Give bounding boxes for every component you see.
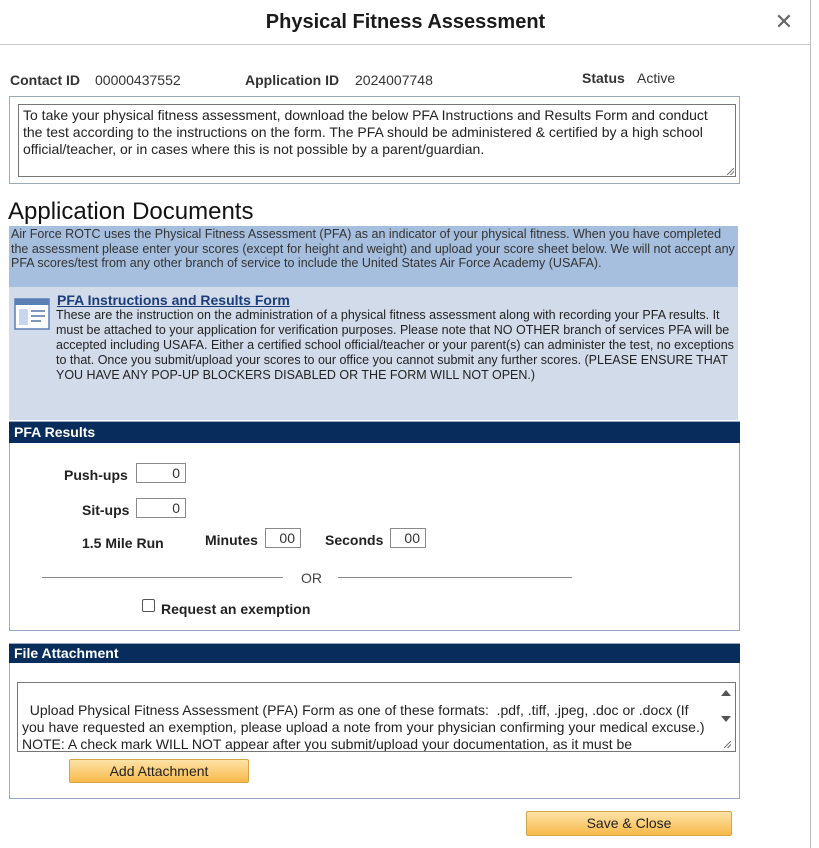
pushups-label: Push-ups	[64, 467, 128, 483]
pushups-input[interactable]: 0	[136, 463, 186, 483]
situps-label: Sit-ups	[82, 502, 130, 518]
resize-handle-icon[interactable]	[723, 740, 732, 749]
instructions-text: To take your physical fitness assessment, download the below PFA Instructions and Results Form and conduct the test according to the instructions on the form. The PFA should be administered & certified by a high school official/teacher, or in cases where this is not possible by a parent/guardian.	[23, 107, 708, 157]
contact-id-value: 00000437552	[95, 72, 181, 88]
add-attachment-button[interactable]: Add Attachment	[69, 759, 249, 783]
document-window-icon	[14, 298, 48, 328]
pfa-form-link[interactable]: PFA Instructions and Results Form	[57, 292, 290, 308]
exemption-label[interactable]: Request an exemption	[161, 601, 311, 617]
resize-handle-icon[interactable]	[726, 167, 735, 176]
exemption-checkbox[interactable]	[142, 599, 155, 612]
status-value: Active	[637, 70, 676, 86]
pfa-results-header: PFA Results	[9, 422, 740, 443]
seconds-input[interactable]: 00	[390, 528, 426, 548]
seconds-label: Seconds	[325, 532, 384, 548]
dialog-title: Physical Fitness Assessment	[0, 0, 811, 45]
file-attachment-header: File Attachment	[9, 644, 740, 663]
pfa-form-description: These are the instruction on the administration of a physical fitness assessment along with recording your PFA results. It must be attached to your application for verification purposes. Please note that NO OTHER branch of services PFA will be accepted including USAFA. Either a certified school official/teacher or your parent(s) can administer the test, no exceptions to that. Once you submit/upload your scores to our office you cannot submit any further scores. (PLEASE ENSURE THAT YOU HAVE ANY POP-UP BLOCKERS DISABLED OR THE FORM WILL NOT OPEN.)	[56, 308, 734, 382]
status-label: Status	[582, 70, 625, 86]
textarea-scrollbar[interactable]	[718, 684, 734, 750]
run-label: 1.5 Mile Run	[82, 535, 164, 551]
application-documents-heading: Application Documents	[8, 198, 254, 225]
or-separator: OR	[301, 570, 322, 586]
upload-instructions-text: Upload Physical Fitness Assessment (PFA) Form as one of these formats: .pdf, .tiff, .jpeg, .doc or .docx (If you have requested an exemption, please upload a note from your physician confirming your medical excuse.) NOTE: A check mark WILL NOT appear after you submit/upload your documentation, as it must be	[22, 702, 705, 752]
divider-left	[42, 577, 283, 578]
pfa-results-panel	[9, 421, 740, 631]
contact-id-label: Contact ID	[10, 72, 80, 88]
minutes-label: Minutes	[205, 532, 258, 548]
close-icon[interactable]: ✕	[774, 9, 794, 34]
minutes-input[interactable]: 00	[265, 528, 301, 548]
application-id-label: Application ID	[245, 72, 340, 88]
scroll-down-arrow-icon[interactable]	[721, 716, 731, 722]
instructions-textarea[interactable]	[18, 104, 736, 177]
scroll-up-arrow-icon[interactable]	[721, 690, 731, 696]
situps-input[interactable]: 0	[136, 498, 186, 518]
documents-intro: Air Force ROTC uses the Physical Fitness Assessment (PFA) as an indicator of your physical fitness. When you have completed the assessment please enter your scores (except for height and weight) and upload your score sheet below. We will not accept any PFA scores/test from any other branch of service to include the United States Air Force Academy (USAFA).	[9, 226, 738, 287]
divider-right	[338, 577, 572, 578]
save-close-button[interactable]: Save & Close	[526, 811, 732, 836]
dialog-border	[810, 0, 811, 848]
application-id-value: 2024007748	[355, 72, 433, 88]
upload-instructions-textarea[interactable]	[17, 682, 736, 752]
